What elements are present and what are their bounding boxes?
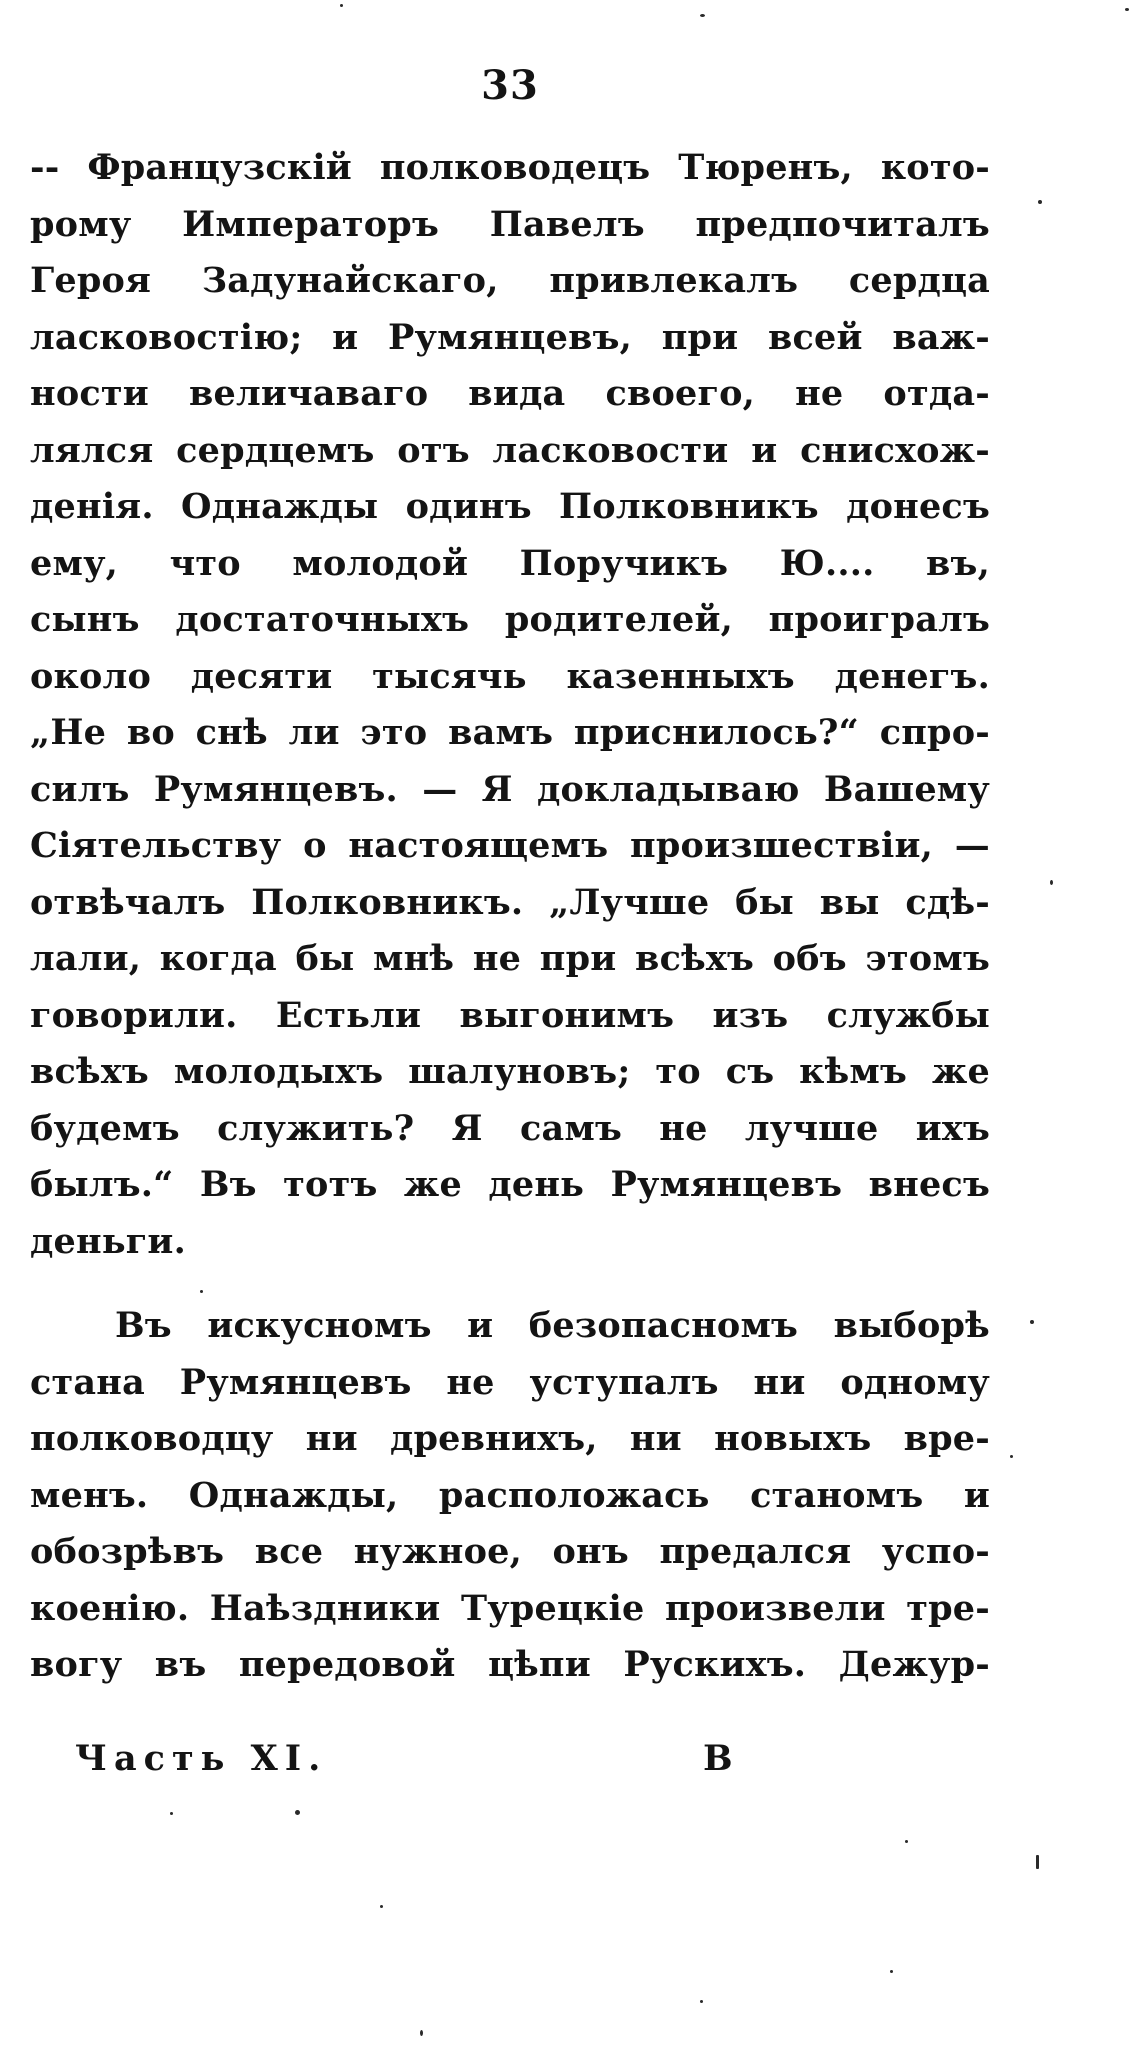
print-speck bbox=[890, 1970, 893, 1973]
text-line: вогу въ передовой цѣпи Рускихъ. Дежур- bbox=[30, 1644, 990, 1685]
print-speck bbox=[170, 1812, 173, 1815]
text-line: отвѣчалъ Полковникъ. „Лучше бы вы сдѣ- bbox=[30, 881, 990, 923]
text-line: деньги. bbox=[30, 1220, 186, 1262]
paragraph-2 bbox=[30, 1298, 990, 1694]
text-line: ности величаваго вида своего, не отда- bbox=[30, 373, 990, 414]
page-number: 33 bbox=[481, 62, 539, 109]
signature-mark: В bbox=[703, 1738, 733, 1779]
text-line: около десяти тысячь казенныхъ денегъ. bbox=[30, 655, 990, 697]
print-speck bbox=[380, 1905, 383, 1908]
text-line: всѣхъ молодыхъ шалуновъ; то съ кѣмъ же bbox=[30, 1051, 990, 1092]
print-speck bbox=[1125, 8, 1129, 11]
text-line: Въ искусномъ и безопасномъ выборѣ bbox=[115, 1305, 990, 1346]
text-line: будемъ служить? Я самъ не лучше ихъ bbox=[30, 1107, 990, 1149]
print-speck bbox=[295, 1810, 300, 1815]
print-speck bbox=[1010, 1455, 1013, 1458]
text-line: ласковостію; и Румянцевъ, при всей важ- bbox=[30, 316, 990, 358]
print-speck bbox=[200, 1290, 203, 1293]
text-line: силъ Румянцевъ. — Я докладываю Вашему bbox=[30, 768, 990, 810]
print-speck bbox=[420, 2030, 423, 2036]
text-line: -- Французскій полководецъ Тюренъ, кото- bbox=[30, 147, 990, 188]
text-line: менъ. Однажды, расположась станомъ и bbox=[30, 1474, 990, 1516]
print-speck bbox=[1050, 880, 1053, 885]
print-speck bbox=[1030, 1320, 1034, 1324]
text-line: сынъ достаточныхъ родителей, проигралъ bbox=[30, 599, 990, 640]
page-footer bbox=[75, 1738, 775, 1794]
text-line: коенію. Наѣздники Турецкіе произвели тре- bbox=[30, 1587, 990, 1629]
print-speck bbox=[1038, 200, 1042, 204]
print-speck bbox=[1036, 1855, 1039, 1869]
text-line: лялся сердцемъ отъ ласковости и снисхож- bbox=[30, 429, 990, 471]
text-line: стана Румянцевъ не уступалъ ни одному bbox=[30, 1361, 990, 1403]
paragraph-1 bbox=[30, 140, 990, 1270]
text-line: полководцу ни древнихъ, ни новыхъ вре- bbox=[30, 1418, 990, 1459]
text-line: былъ.“ Въ тотъ же день Румянцевъ внесъ bbox=[30, 1164, 990, 1205]
text-line: Героя Задунайскаго, привлекалъ сердца bbox=[30, 260, 990, 301]
text-line: Сіятельству о настоящемъ произшествіи, — bbox=[30, 825, 990, 866]
text-line: денія. Однажды одинъ Полковникъ донесъ bbox=[30, 486, 990, 527]
text-line: „Не во снѣ ли это вамъ приснилось?“ спро- bbox=[30, 712, 990, 753]
text-body bbox=[30, 140, 990, 1694]
text-line: рому Императоръ Павелъ предпочиталъ bbox=[30, 203, 990, 245]
text-line: говорили. Естьли выгонимъ изъ службы bbox=[30, 994, 990, 1036]
print-speck bbox=[905, 1840, 908, 1843]
print-speck bbox=[340, 4, 343, 7]
paragraph-gap bbox=[30, 1270, 990, 1298]
text-line: ему, что молодой Поручикъ Ю.... въ, bbox=[30, 542, 990, 584]
print-speck bbox=[700, 14, 705, 17]
text-line: обозрѣвъ все нужное, онъ предался успо- bbox=[30, 1531, 990, 1572]
print-speck bbox=[700, 2000, 703, 2003]
part-label: Часть XI. bbox=[75, 1738, 328, 1779]
text-line: лали, когда бы мнѣ не при всѣхъ объ этомъ bbox=[30, 938, 990, 979]
